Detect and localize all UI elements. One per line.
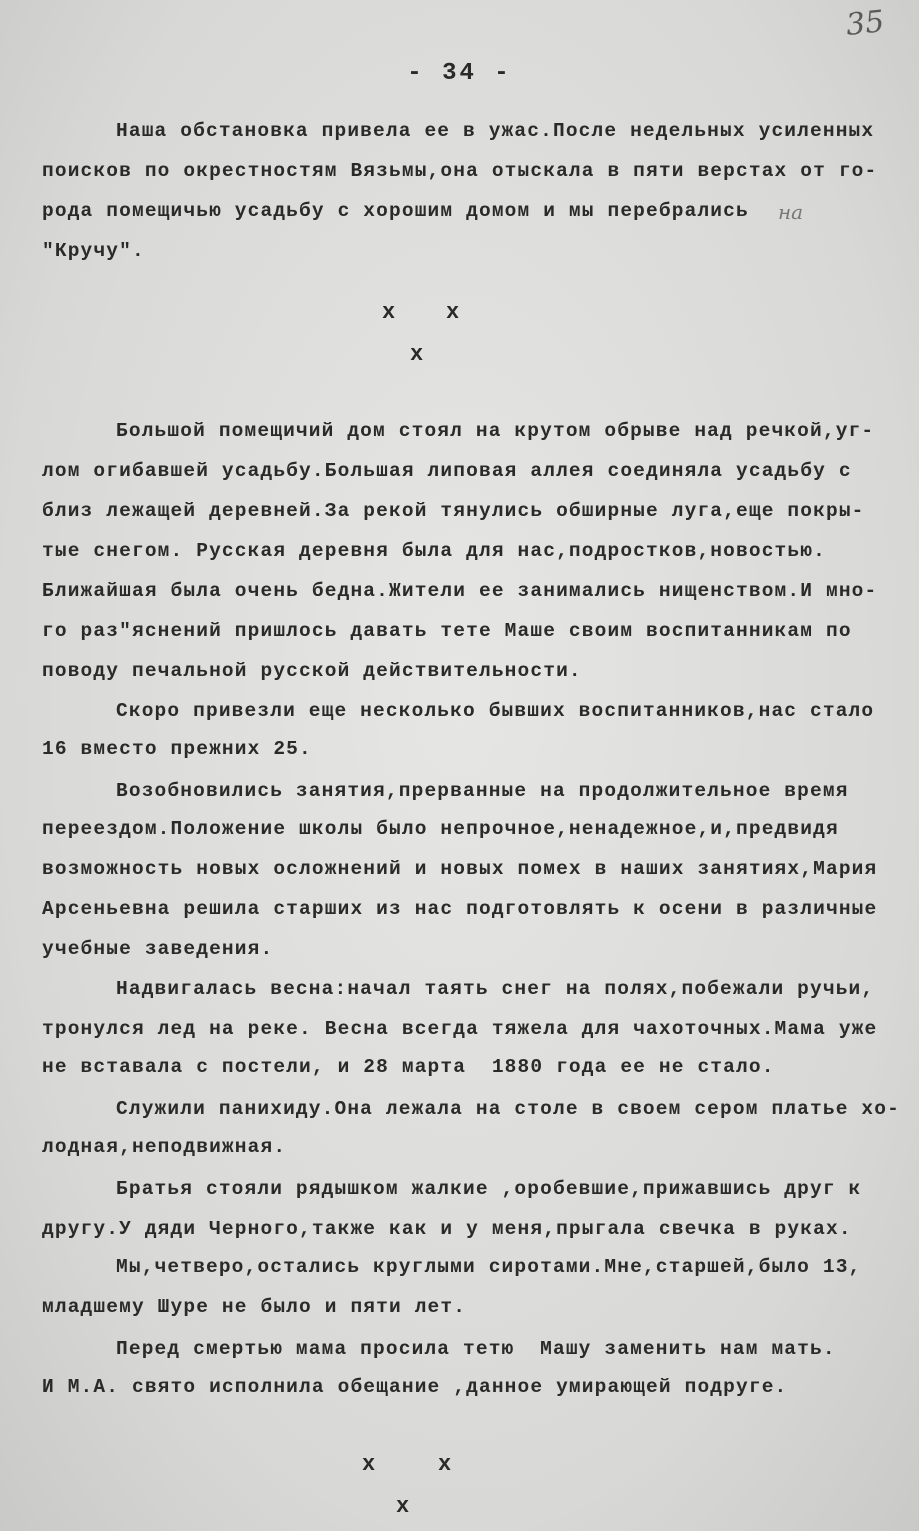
- text-line: переездом.Положение школы было непрочное,ненадежное,и,предвидя: [42, 818, 839, 840]
- separator-mark: x: [396, 1494, 410, 1519]
- text-line: го раз"яснений пришлось давать тете Маше своим воспитанникам по: [42, 620, 852, 642]
- text-line: Арсеньевна решила старших из нас подготовлять к осени в различные: [42, 898, 878, 920]
- separator-mark: x: [410, 342, 424, 367]
- separator-mark: x: [382, 300, 396, 325]
- separator-mark: x: [438, 1452, 452, 1477]
- text-line: не вставала с постели, и 28 марта 1880 года ее не стало.: [42, 1056, 775, 1078]
- text-line: тронулся лед на реке. Весна всегда тяжела для чахоточных.Мама уже: [42, 1018, 878, 1040]
- text-line: Мы,четверо,остались круглыми сиротами.Мне,старшей,было 13,: [116, 1256, 862, 1278]
- text-line: лодная,неподвижная.: [42, 1136, 287, 1158]
- text-line: другу.У дяди Черного,также как и у меня,прыгала свечка в руках.: [42, 1218, 852, 1240]
- text-line: Наша обстановка привела ее в ужас.После недельных усиленных: [116, 120, 875, 142]
- text-line: близ лежащей деревней.За рекой тянулись обширные луга,еще покры-: [42, 500, 865, 522]
- text-line: тые снегом. Русская деревня была для нас,подростков,новостью.: [42, 540, 826, 562]
- text-line: младшему Шуре не было и пяти лет.: [42, 1296, 467, 1318]
- separator-mark: x: [446, 300, 460, 325]
- text-line: "Кручу".: [42, 240, 145, 262]
- text-line: рода помещичью усадьбу с хорошим домом и мы перебрались: [42, 200, 749, 222]
- archive-folio-number: 35: [844, 4, 886, 43]
- text-line: возможность новых осложнений и новых помех в наших занятиях,Мария: [42, 858, 878, 880]
- page-number: - 34 -: [407, 60, 512, 87]
- text-line: 16 вместо прежних 25.: [42, 738, 312, 760]
- text-line: Скоро привезли еще несколько бывших воспитанников,нас стало: [116, 700, 875, 722]
- text-line: Большой помещичий дом стоял на крутом обрыве над речкой,уг-: [116, 420, 875, 442]
- text-line: поисков по окрестностям Вязьмы,она отыскала в пяти верстах от го-: [42, 160, 878, 182]
- text-line: Возобновились занятия,прерванные на продолжительное время: [116, 780, 849, 802]
- text-line: учебные заведения.: [42, 938, 274, 960]
- text-line: Ближайшая была очень бедна.Жители ее занимались нищенством.И мно-: [42, 580, 878, 602]
- text-line: Надвигалась весна:начал таять снег на полях,побежали ручьи,: [116, 978, 875, 1000]
- handwritten-insert: на: [778, 200, 804, 224]
- text-line: Перед смертью мама просила тетю Машу заменить нам мать.: [116, 1338, 836, 1360]
- text-line: Служили панихиду.Она лежала на столе в своем сером платье хо-: [116, 1098, 900, 1120]
- separator-mark: x: [362, 1452, 376, 1477]
- text-line: лом огибавшей усадьбу.Большая липовая аллея соединяла усадьбу с: [42, 460, 852, 482]
- text-line: И М.А. свято исполнила обещание ,данное умирающей подруге.: [42, 1376, 788, 1398]
- text-line: Братья стояли рядышком жалкие ,оробевшие,прижавшись друг к: [116, 1178, 862, 1200]
- text-line: поводу печальной русской действительности.: [42, 660, 582, 682]
